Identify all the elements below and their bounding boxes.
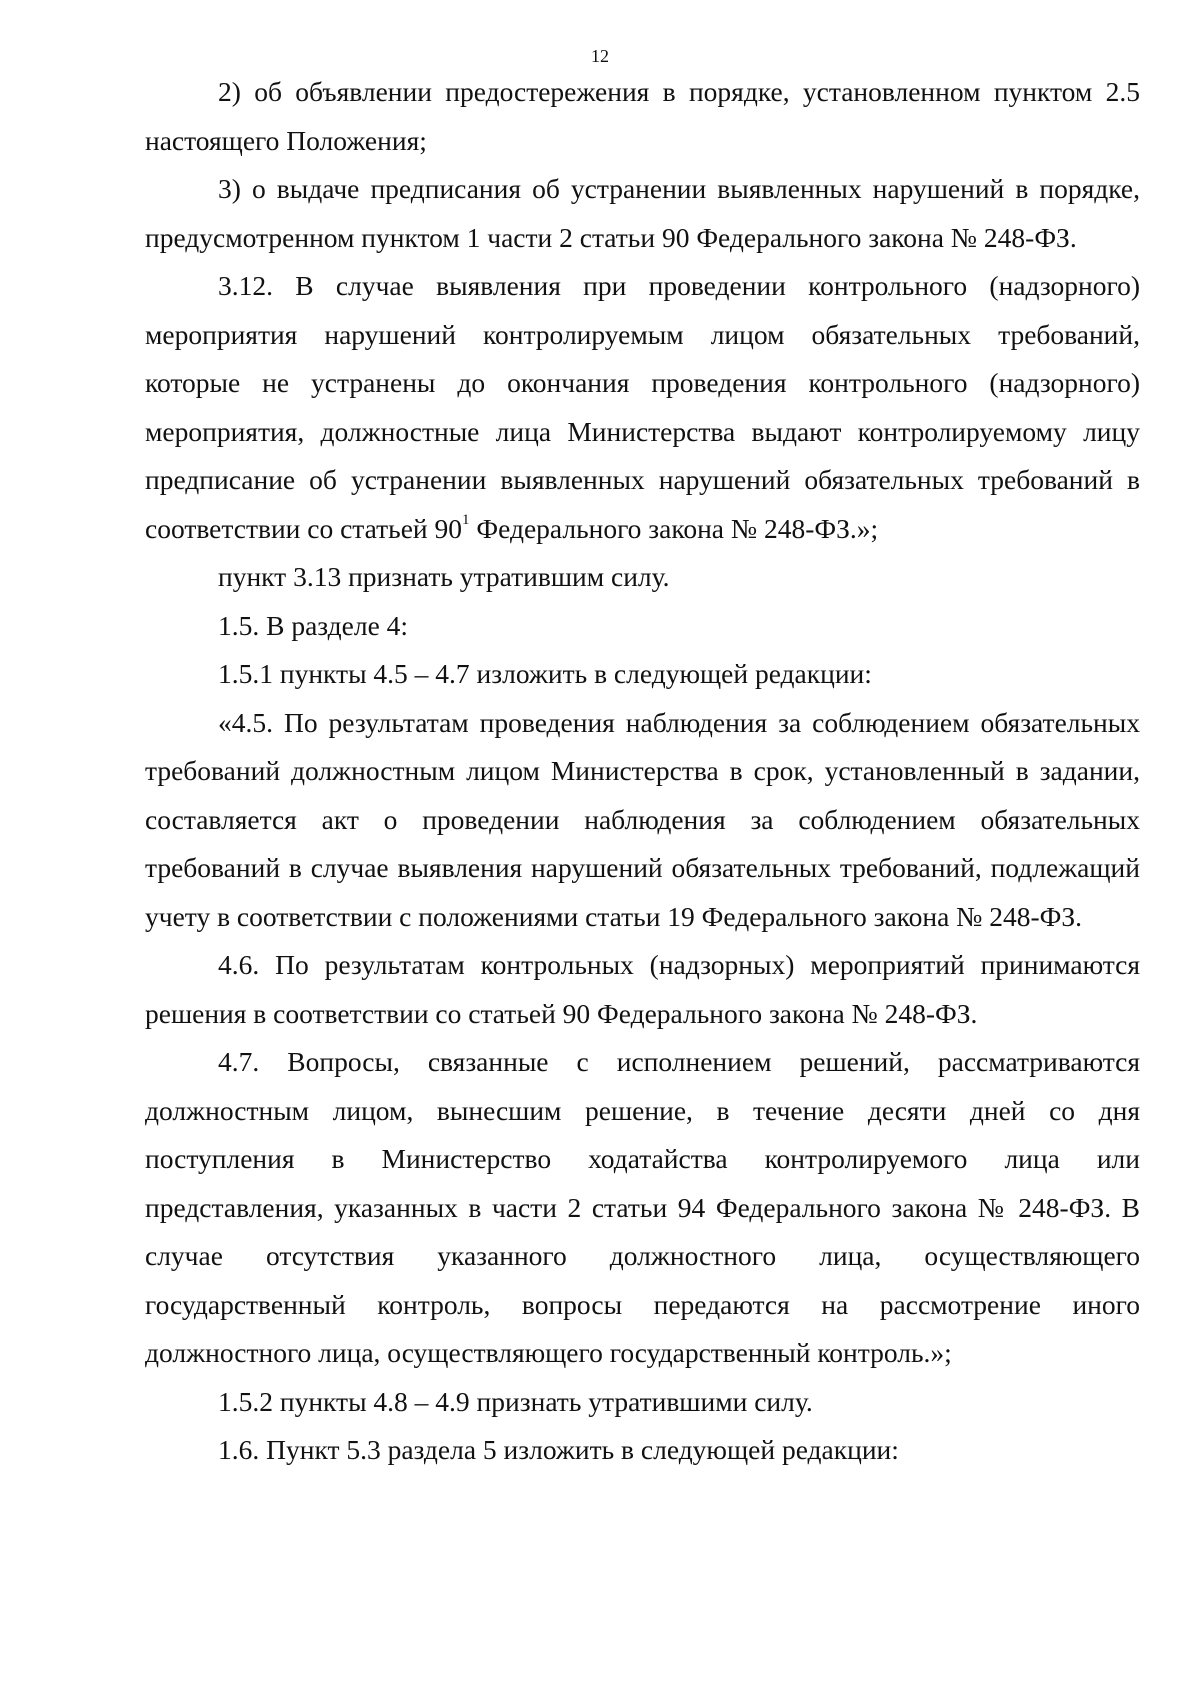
paragraph-3-13 (145, 553, 1140, 602)
paragraph-text: 3.12. В случае выявления при проведении контрольного (надзорного) мероприятия нарушений контролируемым лицом обязательных требований, которые не устранены до окончания проведения контрольного (надзорного) мероприятия, должностные лица Министерства выдают контролируемому лицу предписание об устранении выявленных нарушений обязательных требований в соответствии со статьей 90 (145, 270, 1140, 544)
paragraph-text: 2) об объявлении предостережения в порядке, установленном пунктом 2.5 настоящего Положения; (145, 76, 1140, 156)
document-body (145, 68, 1140, 1475)
paragraph-text-tail: Федерального закона № 248-ФЗ.»; (469, 512, 879, 544)
paragraph-item-2 (145, 68, 1140, 165)
paragraph-text: 4.7. Вопросы, связанные с исполнением решений, рассматриваются должностным лицом, вынесшим решение, в течение десяти дней со дня поступления в Министерство ходатайства контролируемого лица или представления, указанных в части 2 статьи 94 Федерального закона № 248-ФЗ. В случае отсутствия указанного должностного лица, осуществляющего государственный контроль, вопросы передаются на рассмотрение иного должностного лица, осуществляющего государственный контроль.»; (145, 1046, 1140, 1368)
paragraph-1-5-1 (145, 650, 1140, 699)
paragraph-text: 1.5.2 пункты 4.8 – 4.9 признать утратившими силу. (218, 1385, 813, 1417)
paragraph-1-6 (145, 1426, 1140, 1475)
paragraph-text: «4.5. По результатам проведения наблюдения за соблюдением обязательных требований должностным лицом Министерства в срок, установленный в задании, составляется акт о проведении наблюдения за соблюдением обязательных требований в случае выявления нарушений обязательных требований, подлежащий учету в соответствии с положениями статьи 19 Федерального закона № 248-ФЗ. (145, 706, 1140, 932)
paragraph-3-12 (145, 262, 1140, 553)
paragraph-text: пункт 3.13 признать утратившим силу. (218, 561, 670, 592)
paragraph-4-6 (145, 941, 1140, 1038)
article-superscript: 1 (462, 512, 470, 529)
paragraph-4-7 (145, 1038, 1140, 1378)
paragraph-1-5-2 (145, 1378, 1140, 1427)
paragraph-item-3 (145, 165, 1140, 262)
paragraph-text: 4.6. По результатам контрольных (надзорных) мероприятий принимаются решения в соответствии со статьей 90 Федерального закона № 248-ФЗ. (145, 949, 1140, 1029)
paragraph-text: 1.5. В разделе 4: (218, 609, 409, 641)
page-number: 12 (591, 46, 609, 66)
paragraph-text: 1.5.1 пункты 4.5 – 4.7 изложить в следующей редакции: (218, 658, 872, 689)
paragraph-1-5 (145, 602, 1140, 651)
paragraph-text: 3) о выдаче предписания об устранении выявленных нарушений в порядке, предусмотренном пунктом 1 части 2 статьи 90 Федерального закона № 248-ФЗ. (145, 173, 1140, 253)
paragraph-4-5 (145, 699, 1140, 942)
paragraph-text: 1.6. Пункт 5.3 раздела 5 изложить в следующей редакции: (218, 1434, 899, 1465)
